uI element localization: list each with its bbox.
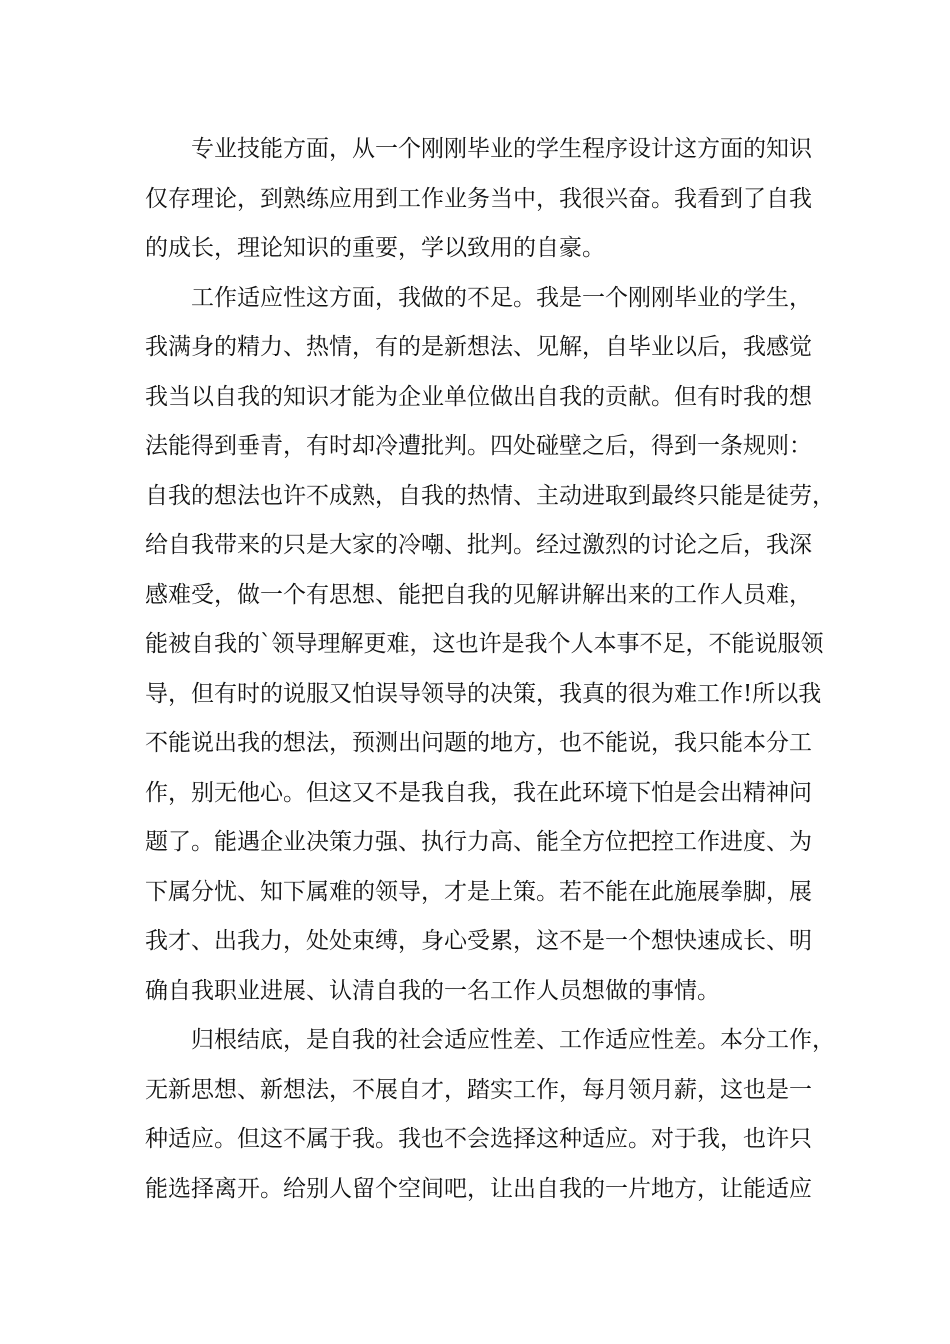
text-line: 感难受，做一个有思想、能把自我的见解讲解出来的工作人员难， bbox=[145, 581, 812, 608]
paragraph-3 bbox=[145, 1016, 835, 1214]
text-line: 我才、出我力，处处束缚，身心受累，这不是一个想快速成长、明 bbox=[145, 928, 812, 954]
text-line: 无新思想、新想法，不展自才，踏实工作，每月领月薪，这也是一 bbox=[145, 1076, 812, 1103]
text-line: 我满身的精力、热情，有的是新想法、见解，自毕业以后，我感觉 bbox=[145, 334, 812, 360]
paragraph-2 bbox=[145, 274, 835, 1017]
text-line: 自我的想法也许不成熟，自我的热情、主动进取到最终只能是徒劳， bbox=[145, 482, 835, 509]
text-line: 不能说出我的想法，预测出问题的地方，也不能说，我只能本分工 bbox=[145, 730, 812, 756]
text-line: 的成长，理论知识的重要，学以致用的自豪。 bbox=[145, 235, 605, 261]
text-line: 工作适应性这方面，我做的不足。我是一个刚刚毕业的学生， bbox=[191, 284, 812, 311]
text-line: 作，别无他心。但这又不是我自我，我在此环境下怕是会出精神问 bbox=[145, 779, 812, 806]
text-line: 归根结底，是自我的社会适应性差、工作适应性差。本分工作， bbox=[191, 1027, 835, 1053]
text-line: 能被自我的`领导理解更难，这也许是我个人本事不足，不能说服领 bbox=[145, 631, 824, 657]
paragraph-1 bbox=[145, 125, 810, 274]
text-line: 仅存理论，到熟练应用到工作业务当中，我很兴奋。我看到了自我 bbox=[145, 185, 812, 212]
text-line: 确自我职业进展、认清自我的一名工作人员想做的事情。 bbox=[145, 977, 720, 1004]
text-line: 导，但有时的说服又怕误导领导的决策，我真的很为难工作!所以我 bbox=[145, 680, 822, 707]
text-line: 我当以自我的知识才能为企业单位做出自我的贡献。但有时我的想 bbox=[145, 383, 812, 410]
text-line: 给自我带来的只是大家的冷嘲、批判。经过激烈的讨论之后，我深 bbox=[145, 532, 812, 558]
text-line: 专业技能方面，从一个刚刚毕业的学生程序设计这方面的知识 bbox=[191, 136, 812, 162]
text-line: 法能得到垂青，有时却冷遭批判。四处碰壁之后，得到一条规则： bbox=[145, 433, 812, 459]
document-body bbox=[145, 125, 835, 1214]
text-line: 种适应。但这不属于我。我也不会选择这种适应。对于我，也许只 bbox=[145, 1126, 812, 1152]
text-line: 能选择离开。给别人留个空间吧，让出自我的一片地方，让能适应 bbox=[145, 1175, 812, 1202]
text-line: 题了。能遇企业决策力强、执行力高、能全方位把控工作进度、为 bbox=[145, 829, 812, 855]
text-line: 下属分忧、知下属难的领导，才是上策。若不能在此施展拳脚，展 bbox=[145, 878, 812, 905]
